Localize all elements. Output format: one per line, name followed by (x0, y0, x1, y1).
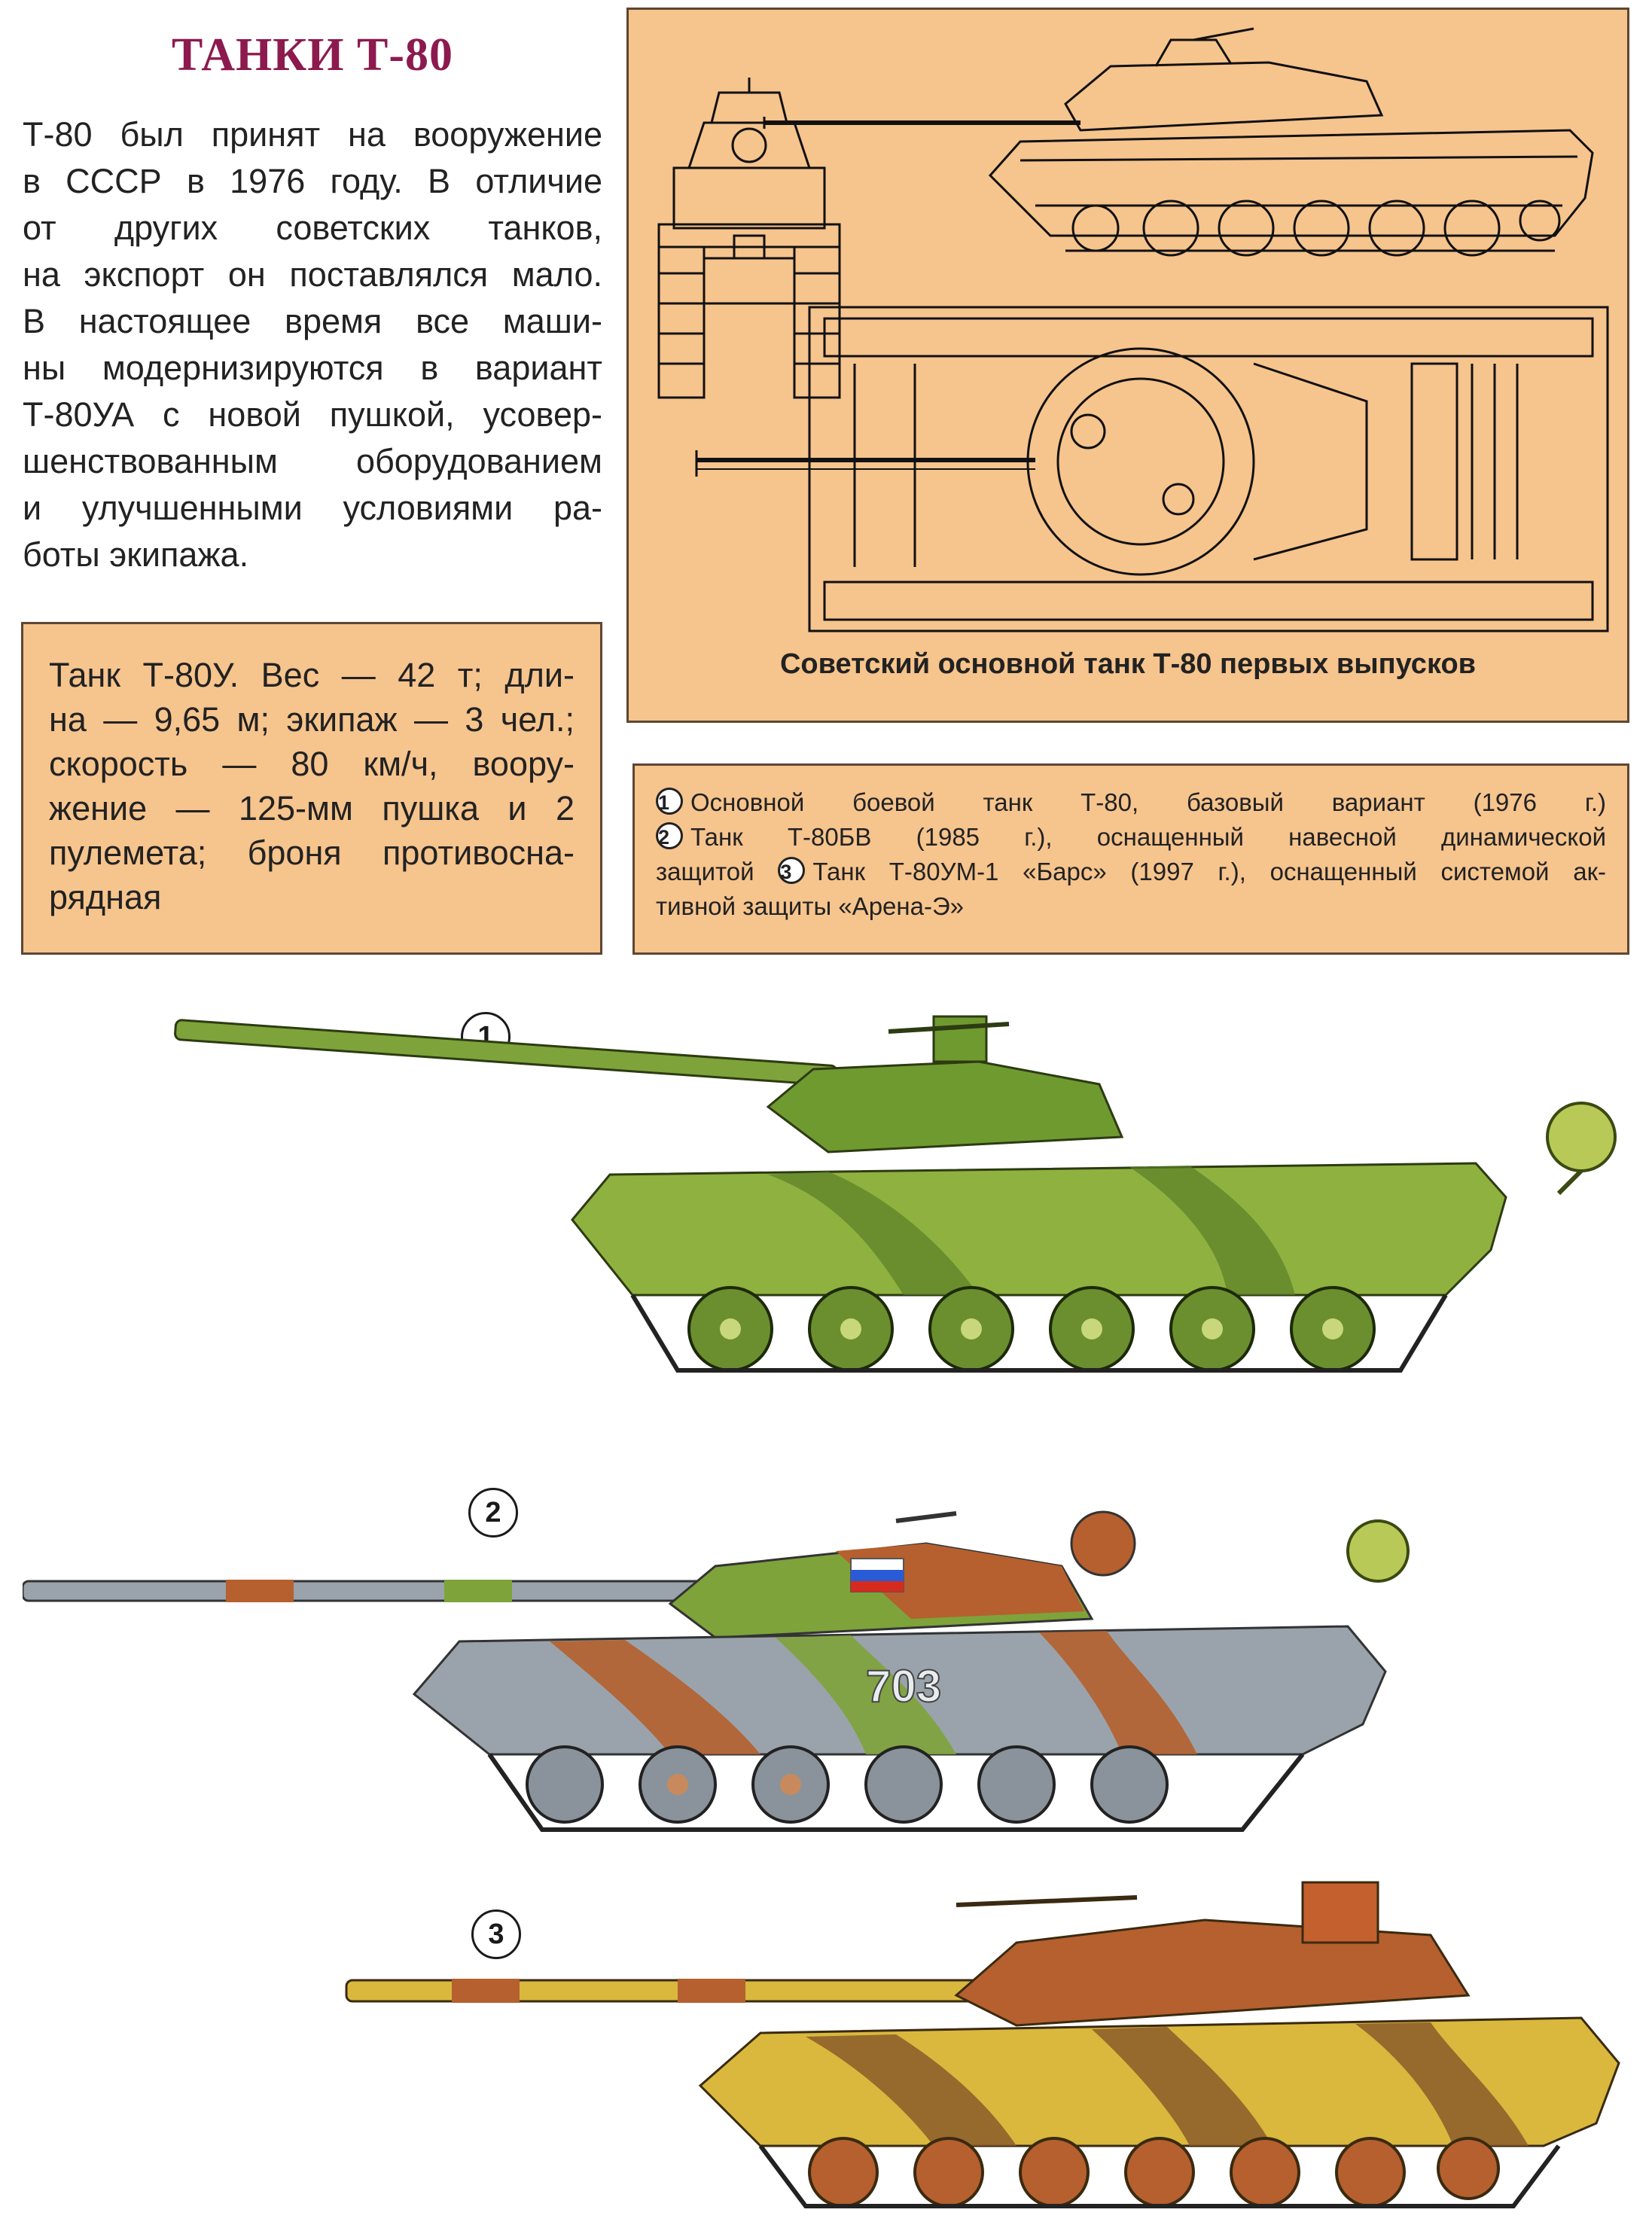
legend-line (656, 889, 1606, 924)
intro-line: и улучшенными условиями ра- (23, 489, 602, 527)
front-view-drawing (659, 78, 840, 398)
intro-line: ны модернизируются в вариант (23, 349, 602, 387)
tank-label-3: 3 (471, 1909, 521, 1959)
top-view-drawing (696, 307, 1608, 631)
tank-2-illustration (23, 1453, 1604, 1845)
legend-number-1: 1 (656, 788, 683, 815)
page-title: ТАНКИ Т-80 (172, 29, 453, 81)
hull-number: 703 (866, 1661, 942, 1711)
legend-item-3: Танк Т-80УМ-1 «Барс» (1997 г.), оснащенный системой ак- (812, 858, 1606, 885)
tank-label-2: 2 (468, 1488, 518, 1538)
specs-box (21, 622, 602, 955)
tank-1-sensor (1529, 1092, 1634, 1197)
tank-1-illustration (151, 971, 1581, 1393)
intro-line: боты экипажа. (23, 535, 249, 574)
intro-text (23, 111, 602, 578)
legend-line (656, 785, 1606, 820)
specs-line: рядная (49, 878, 162, 916)
intro-line: В настоящее время все маши- (23, 302, 602, 340)
tank-3-illustration (339, 1875, 1634, 2214)
intro-line: Т-80УА с новой пушкой, усовер- (23, 395, 602, 434)
intro-line: от других советских танков, (23, 209, 602, 247)
legend-item-3-end: тивной защиты «Арена-Э» (656, 892, 965, 920)
specs-line: пулемета; броня противосна- (49, 834, 575, 872)
side-view-drawing (764, 29, 1593, 255)
specs-line: Танк Т-80У. Вес — 42 т; дли- (49, 656, 575, 694)
variants-legend-text (656, 785, 1606, 924)
tank-blueprint-drawing (629, 10, 1627, 721)
legend-number-2: 2 (656, 822, 683, 849)
technical-drawing-panel (626, 8, 1629, 723)
intro-line: на экспорт он поставлялся мало. (23, 255, 602, 294)
specs-line: жение — 125-мм пушка и 2 (49, 789, 575, 827)
tank-label-1: 1 (461, 1012, 511, 1062)
legend-line (656, 820, 1606, 855)
intro-line: Т-80 был принят на вооружение (23, 115, 602, 154)
intro-line: в СССР в 1976 году. В отличие (23, 162, 602, 200)
specs-text (49, 653, 575, 919)
legend-item-1: Основной боевой танк Т-80, базовый вариант (1976 г.) (690, 788, 1606, 816)
legend-number-3: 3 (778, 857, 805, 884)
legend-item-2-end: защитой (656, 858, 754, 885)
specs-line: на — 9,65 м; экипаж — 3 чел.; (49, 700, 575, 739)
drawing-caption: Советский основной танк Т-80 первых выпусков (779, 648, 1477, 680)
legend-item-2: Танк Т-80БВ (1985 г.), оснащенный навесной динамической (690, 823, 1606, 851)
intro-line: шенствованным оборудованием (23, 442, 602, 480)
variants-legend-box (632, 763, 1629, 955)
specs-line: скорость — 80 км/ч, воору- (49, 745, 575, 783)
legend-line (656, 855, 1606, 889)
